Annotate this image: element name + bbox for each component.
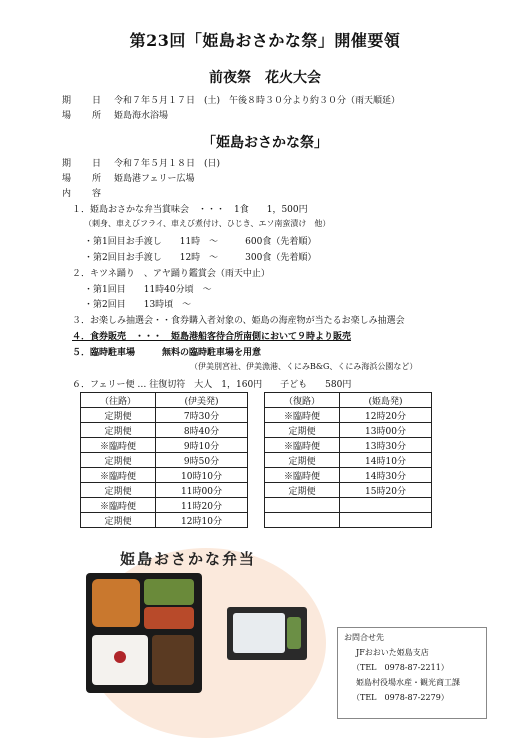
item-5: ５．臨時駐車場 無料の臨時駐車場を用意 [72,348,262,358]
bento-title: 姫島おさかな弁当 [120,550,257,568]
header-ret-from: (姫島発) [340,393,432,408]
main-date-row [62,156,220,169]
sashimi-photo [227,607,307,660]
item-2: ２．キツネ踊り 、アヤ踊り鑑賞会（雨天中止） [72,269,270,279]
ferry-out-time-cell: 10時10分 [156,468,248,483]
contact-org-1: JFおおいた姫島支店 [356,648,429,657]
table-row [81,498,432,513]
eve-date-row [62,93,400,106]
table-row [81,483,432,498]
item-4: ４．食券販売 ・・・ 姫島港船客待合所南側において９時より販売 [72,332,352,342]
main-heading: 「姫島おさかな祭」 [202,135,328,151]
ferry-out-route-cell: 定期便 [81,483,156,498]
ferry-gap-cell [248,423,265,438]
contact-org-2: 姫島村役場水産・観光商工課 [356,678,460,687]
main-date-label: 期 日 [62,159,108,169]
ferry-ret-time-cell: 13時00分 [340,423,432,438]
item-1-b: ・第2回目お手渡し 12時 ～ 300食（先着順） [84,253,317,263]
main-place-label: 場 所 [62,174,108,184]
table-row [81,468,432,483]
header-out-route: （往路） [81,393,156,408]
fried-shrimp-image [92,579,140,627]
ferry-out-time-cell: 9時10分 [156,438,248,453]
table-row [81,423,432,438]
ferry-gap-cell [248,498,265,513]
item-5-sub: （伊美別宮社、伊美漁港、くにみB&G、くにみ海浜公園など） [190,362,418,371]
ferry-gap-cell [248,453,265,468]
header-ret-route: （復路） [265,393,340,408]
simmered-shrimp-image [144,607,194,629]
item-1: １．姫島おさかな弁当賞味会 ・・・ 1食 1，500円 [72,205,308,215]
hijiki-image [152,635,194,685]
ferry-header-row [81,393,432,408]
ferry-gap-cell [248,438,265,453]
table-row [81,438,432,453]
ferry-out-time-cell: 7時30分 [156,408,248,423]
ferry-out-time-cell: 11時00分 [156,483,248,498]
main-place-row [62,171,195,184]
ferry-out-route-cell: ※臨時便 [81,438,156,453]
contact-tel-2: （TEL 0978-87-2279） [352,693,449,702]
ferry-ret-route-cell [265,513,340,528]
ferry-ret-time-cell: 15時20分 [340,483,432,498]
header-out-from: (伊美発) [156,393,248,408]
item-1-sub: （刺身、車えびフライ、車えび煮付け、ひじき、エソ南蛮漬け 他） [84,219,331,228]
garnish-image [287,617,301,649]
contact-box [337,627,487,719]
table-gap [248,393,265,408]
ferry-gap-cell [248,468,265,483]
ferry-ret-route-cell: ※臨時便 [265,408,340,423]
main-place-value: 姫島港フェリー広場 [114,174,195,184]
ferry-ret-time-cell: 14時10分 [340,453,432,468]
ferry-ret-route-cell: ※臨時便 [265,438,340,453]
ferry-ret-route-cell: ※臨時便 [265,468,340,483]
main-date-value: 令和７年５月１８日 (日) [114,159,221,169]
item-2-b: ・第2回目 13時頃 ～ [84,300,192,310]
umeboshi-image [114,651,126,663]
ferry-gap-cell [248,483,265,498]
ferry-out-time-cell: 8時40分 [156,423,248,438]
ferry-out-route-cell: 定期便 [81,513,156,528]
sashimi-plate-image [233,613,285,653]
item-1-a: ・第1回目お手渡し 11時 ～ 600食（先着順） [84,237,317,247]
item-6: ６．フェリー便 … 往復切符 大人 1，160円 子ども 580円 [72,380,352,390]
eve-heading: 前夜祭 花火大会 [209,70,321,86]
ferry-out-time-cell: 11時20分 [156,498,248,513]
ferry-ret-route-cell: 定期便 [265,423,340,438]
ferry-out-route-cell: 定期便 [81,453,156,468]
ferry-ret-time-cell [340,498,432,513]
ferry-ret-time-cell: 14時30分 [340,468,432,483]
ferry-gap-cell [248,513,265,528]
eve-place-label: 場 所 [62,111,108,121]
ferry-ret-route-cell: 定期便 [265,483,340,498]
eve-place-value: 姫島海水浴場 [114,111,169,121]
table-row [81,408,432,423]
ferry-out-route-cell: 定期便 [81,423,156,438]
ferry-out-time-cell: 9時50分 [156,453,248,468]
eve-date-value: 令和７年５月１７日 (土) 午後８時３０分より約３０分（雨天順延） [114,96,401,106]
contact-tel-1: （TEL 0978-87-2211） [352,663,449,672]
bento-box-photo [86,573,202,693]
rice-image [92,635,148,685]
ferry-out-route-cell: 定期便 [81,408,156,423]
ferry-ret-route-cell [265,498,340,513]
table-row [81,513,432,528]
table-row [81,453,432,468]
ferry-out-route-cell: ※臨時便 [81,468,156,483]
ferry-out-route-cell: ※臨時便 [81,498,156,513]
item-3: ３．お楽しみ抽選会・・食券購入者対象の、姫島の海産物が当たるお楽しみ抽選会 [72,316,405,326]
item-2-a: ・第1回目 11時40分頃 ～ [84,285,212,295]
contact-heading: お問合せ先 [344,633,384,642]
ferry-timetable [80,392,432,528]
ferry-ret-time-cell [340,513,432,528]
ferry-ret-time-cell: 13時30分 [340,438,432,453]
ferry-ret-time-cell: 12時20分 [340,408,432,423]
eve-place-row [62,108,168,121]
ferry-gap-cell [248,408,265,423]
vegetable-image [144,579,194,605]
eve-date-label: 期 日 [62,96,108,106]
ferry-out-time-cell: 12時10分 [156,513,248,528]
ferry-ret-route-cell: 定期便 [265,453,340,468]
main-content-label: 内 容 [62,189,108,199]
page-title: 第23回「姫島おさかな祭」開催要領 [129,31,401,50]
